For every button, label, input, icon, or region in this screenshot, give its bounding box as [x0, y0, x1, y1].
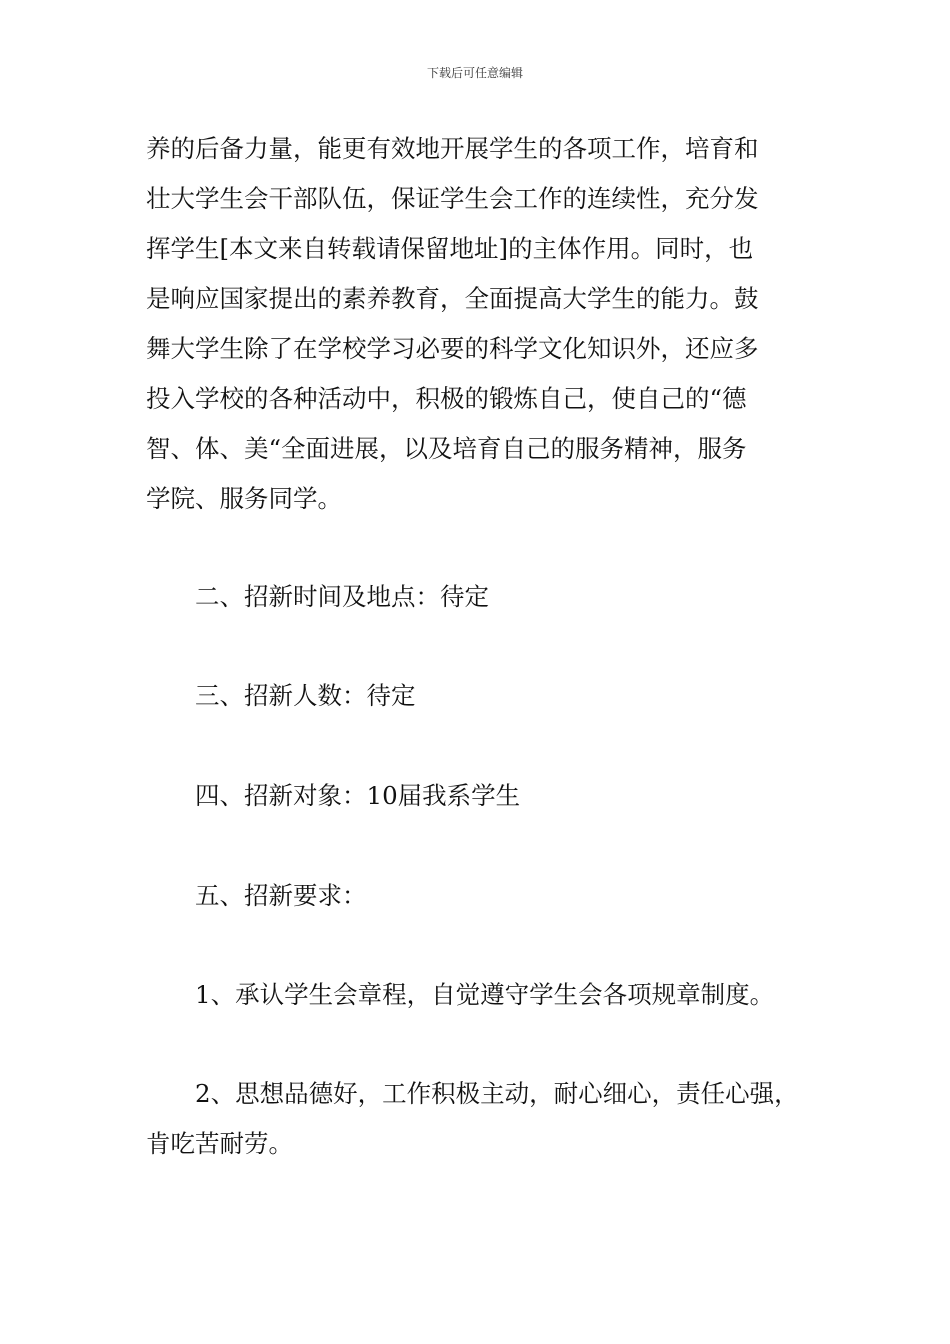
- section-time-place-text: 二、招新时间及地点：待定: [195, 582, 489, 611]
- paragraph-line: 壮大学生会干部队伍，保证学生会工作的连续性，充分发: [146, 184, 759, 213]
- paragraph-line: 投入学校的各种活动中，积极的锻炼自己，使自己的“德: [146, 384, 747, 413]
- requirement-item-2-line: [146, 1069, 812, 1119]
- intro-paragraph: [146, 124, 812, 524]
- paragraph-line: 学院、服务同学。: [146, 484, 342, 513]
- paragraph-line: 挥学生[本文来自转载请保留地址]的主体作用。同时，也: [146, 234, 754, 263]
- page-header-note: 下载后可任意编辑: [426, 66, 523, 80]
- section-requirements-text: 五、招新要求：: [195, 881, 367, 910]
- section-requirements: [146, 871, 812, 921]
- requirement-item-2: [146, 1069, 812, 1169]
- section-count-text: 三、招新人数：待定: [195, 681, 416, 710]
- section-time-place: [146, 572, 812, 622]
- requirement-item-1: [146, 970, 812, 1020]
- paragraph-line: 舞大学生除了在学校学习必要的科学文化知识外，还应多: [146, 334, 759, 363]
- requirement-item-2-line: 肯吃苦耐劳。: [146, 1129, 293, 1158]
- paragraph-line: 是响应国家提出的素养教育，全面提高大学生的能力。鼓: [146, 284, 759, 313]
- section-target: [146, 771, 812, 821]
- section-count: [146, 671, 812, 721]
- paragraph-line: 智、体、美“全面进展，以及培育自己的服务精神，服务: [146, 434, 747, 463]
- section-target-text: 四、招新对象：10届我系学生: [195, 781, 521, 810]
- paragraph-line: 养的后备力量，能更有效地开展学生的各项工作，培育和: [146, 134, 759, 163]
- requirement-item-2-text: 2、思想品德好，工作积极主动，耐心细心，责任心强，: [195, 1079, 799, 1108]
- requirement-item-1-text: 1、承认学生会章程，自觉遵守学生会各项规章制度。: [195, 980, 775, 1009]
